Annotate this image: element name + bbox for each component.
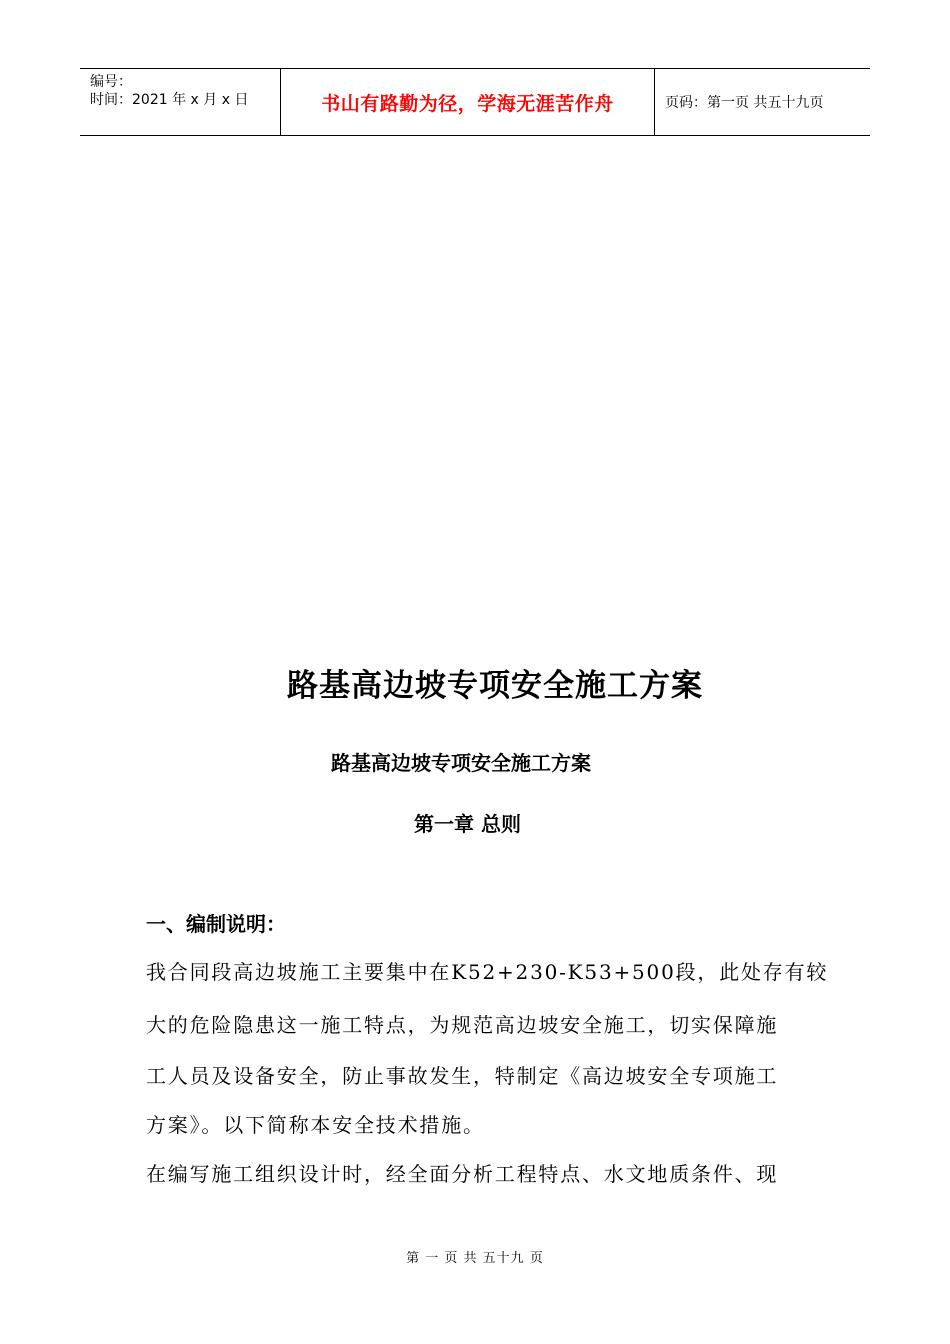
header-meta <box>80 69 281 135</box>
header-motto: 书山有路勤为径，学海无涯苦作舟 <box>281 69 655 135</box>
body-text-line: 工人员及设备安全，防止事故发生，特制定《高边坡安全专项施工 <box>146 1064 779 1088</box>
document-subtitle: 路基高边坡专项安全施工方案 <box>331 751 591 775</box>
page-header <box>80 68 870 136</box>
header-number-label: 编号： <box>90 74 132 90</box>
section-heading: 一、编制说明： <box>146 912 286 936</box>
header-page-label: 页码：第一页 共五十九页 <box>665 95 824 111</box>
page-footer: 第 一 页 共 五十九 页 <box>406 1251 544 1266</box>
body-text-line: 我合同段高边坡施工主要集中在K52+230-K53+500段，此处存有较 <box>146 960 829 984</box>
document-title: 路基高边坡专项安全施工方案 <box>287 668 703 704</box>
chapter-heading: 第一章 总则 <box>414 812 521 836</box>
body-text-line: 大的危险隐患这一施工特点，为规范高边坡安全施工，切实保障施 <box>146 1013 779 1037</box>
body-text-line: 在编写施工组织设计时，经全面分析工程特点、水文地质条件、现 <box>146 1162 779 1186</box>
body-text-line: 方案》。以下简称本安全技术措施。 <box>146 1113 485 1137</box>
header-time-label: 时间：2021 年 x 月 x 日 <box>90 92 249 108</box>
